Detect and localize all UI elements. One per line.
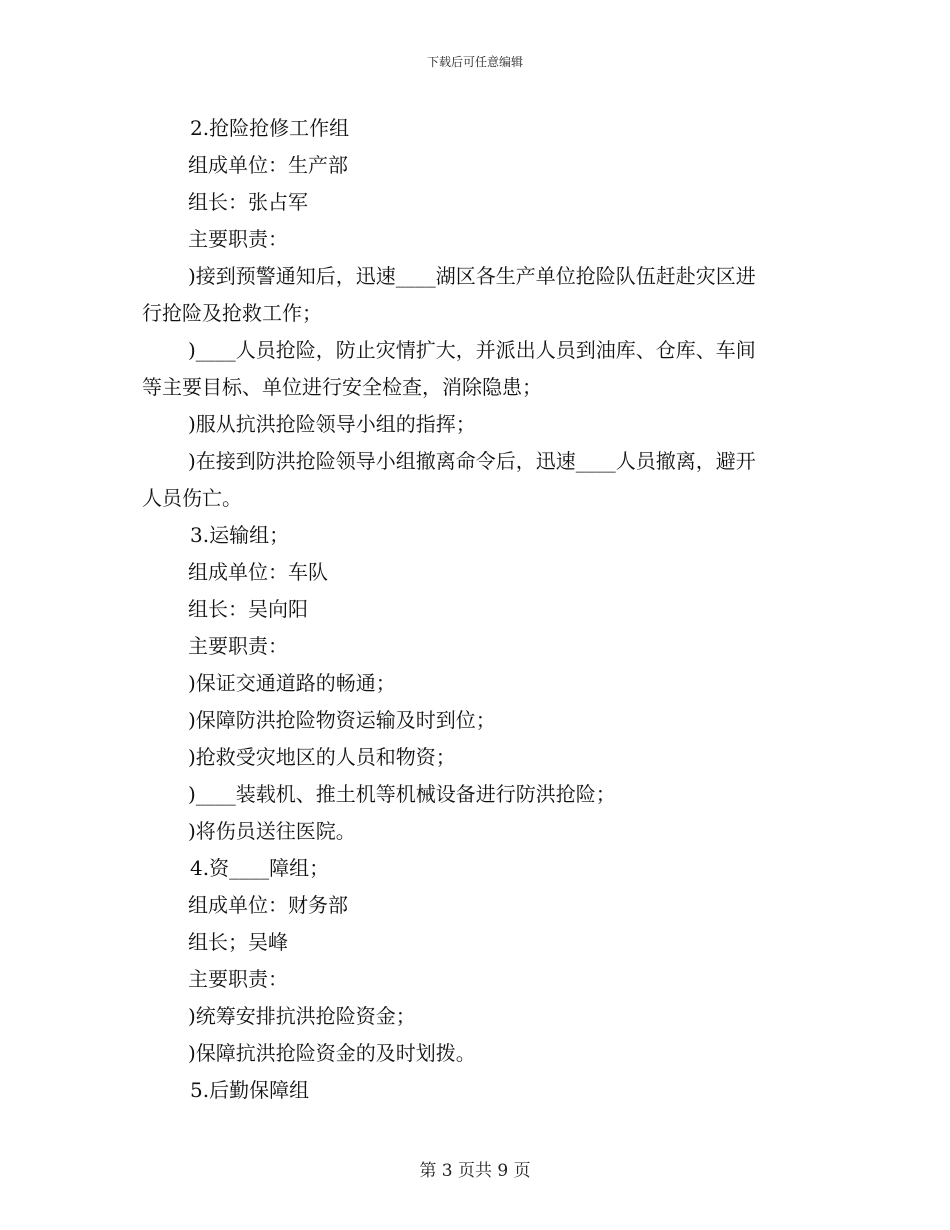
doc-line: )统筹安排抗洪抢险资金； bbox=[188, 1004, 416, 1028]
page-header-note: 下载后可任意编辑 bbox=[426, 55, 523, 69]
doc-line: )抢救受灾地区的人员和物资； bbox=[188, 745, 456, 769]
doc-line: 组成单位：车队 bbox=[188, 560, 328, 584]
doc-line: 组长：张占军 bbox=[188, 190, 308, 214]
doc-line: 人员伤亡。 bbox=[142, 486, 242, 510]
doc-line: 等主要目标、单位进行安全检查，消除隐患； bbox=[142, 375, 542, 399]
doc-line: )在接到防洪抢险领导小组撤离命令后，迅速____人员撤离，避开 bbox=[188, 449, 756, 473]
doc-line: 5.后勤保障组 bbox=[190, 1078, 310, 1102]
doc-line: )____人员抢险，防止灾情扩大，并派出人员到油库、仓库、车间 bbox=[188, 338, 756, 362]
doc-line: )保障防洪抢险物资运输及时到位； bbox=[188, 708, 496, 732]
doc-line: )保证交通道路的畅通； bbox=[188, 671, 396, 695]
doc-line: )服从抗洪抢险领导小组的指挥； bbox=[188, 412, 476, 436]
doc-line: 组成单位：财务部 bbox=[188, 893, 348, 917]
doc-line: )保障抗洪抢险资金的及时划拨。 bbox=[188, 1041, 476, 1065]
doc-line: 组长；吴峰 bbox=[188, 930, 288, 954]
doc-line: 2.抢险抢修工作组 bbox=[190, 116, 350, 140]
doc-line: )接到预警通知后，迅速____湖区各生产单位抢险队伍赶赴灾区进 bbox=[188, 264, 756, 288]
doc-line: 4.资____障组； bbox=[190, 856, 330, 880]
doc-line: )____装载机、推土机等机械设备进行防洪抢险； bbox=[188, 782, 616, 806]
page-number: 第 3 页共 9 页 bbox=[419, 1161, 531, 1181]
doc-line: )将伤员送往医院。 bbox=[188, 819, 356, 843]
document-body bbox=[142, 110, 810, 1109]
doc-line: 组长：吴向阳 bbox=[188, 597, 308, 621]
doc-line: 3.运输组； bbox=[190, 523, 290, 547]
doc-line: 主要职责： bbox=[188, 634, 288, 658]
doc-line: 组成单位：生产部 bbox=[188, 153, 348, 177]
doc-line: 行抢险及抢救工作； bbox=[142, 301, 322, 325]
doc-line: 主要职责： bbox=[188, 967, 288, 991]
doc-line: 主要职责： bbox=[188, 227, 288, 251]
